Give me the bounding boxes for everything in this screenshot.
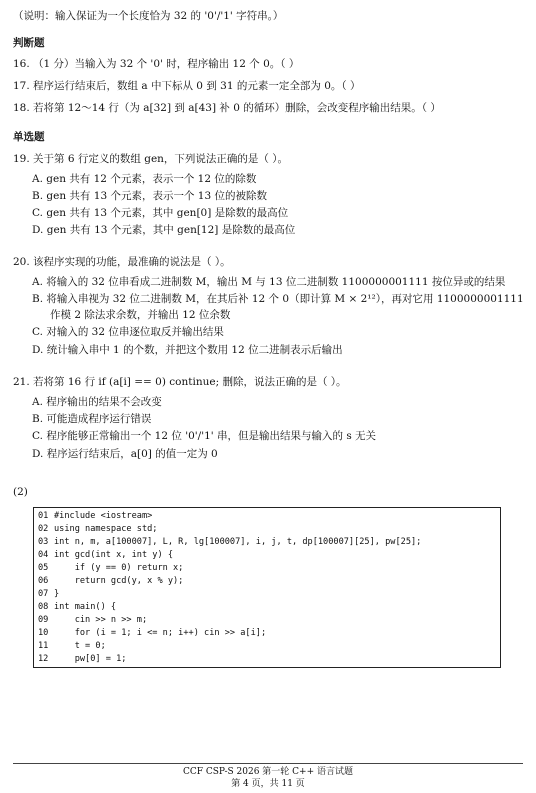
multiple-choice-heading: 单选题 [13,131,45,143]
question-17: 17. 程序运行结束后，数组 a 中下标从 0 到 31 的元素一定全部为 0。（ ） [13,80,361,92]
question-19-option-b: B. gen 共有 13 个元素，表示一个 13 位的被除数 [32,190,267,202]
code-line: 09 cin >> n >> m; [38,615,148,625]
footer-divider [13,763,523,764]
code-line: 12 pw[0] = 1; [38,654,127,664]
question-20-option-b-continued: 作模 2 除法求余数，并输出 12 位余数 [50,309,231,321]
question-20-option-b: B. 将输入串视为 32 位二进制数 M，在其后补 12 个 0（即计算 M × 2¹²），再对它用 1100000001111 [32,293,524,305]
question-20-option-d: D. 统计输入串中 1 的个数，并把这个数用 12 位二进制表示后输出 [32,344,343,356]
question-21-option-c: C. 程序能够正常输出一个 12 位 '0'/'1' 串，但是输出结果与输入的 s 无关 [32,430,377,442]
question-16: 16. （1 分）当输入为 32 个 '0' 时，程序输出 12 个 0。（ ） [13,58,300,70]
code-listing [33,507,501,668]
code-line: 03 int n, m, a[100007], L, R, lg[100007], i, j, t, dp[100007][25], pw[25]; [38,537,422,547]
footer-page-number: 第 4 页，共 11 页 [231,779,305,789]
question-19-option-c: C. gen 共有 13 个元素，其中 gen[0] 是除数的最高位 [32,207,289,219]
question-19-option-a: A. gen 共有 12 个元素，表示一个 12 位的除数 [32,173,257,185]
code-line: 10 for (i = 1; i <= n; i++) cin >> a[i]; [38,628,267,638]
question-19-option-d: D. gen 共有 13 个元素，其中 gen[12] 是除数的最高位 [32,224,296,236]
code-line: 04 int gcd(int x, int y) { [38,550,173,560]
input-note: （说明：输入保证为一个长度恰为 32 的 '0'/'1' 字符串。） [13,10,284,22]
question-21-option-a: A. 程序输出的结果不会改变 [32,396,162,408]
question-18: 18. 若将第 12～14 行（为 a[32] 到 a[43] 补 0 的循环）删除，会改变程序输出结果。（ ） [13,102,441,114]
code-line: 05 if (y == 0) return x; [38,563,184,573]
question-21-option-d: D. 程序运行结束后，a[0] 的值一定为 0 [32,448,218,460]
code-line: 02 using namespace std; [38,524,158,534]
code-line: 07 } [38,589,60,599]
question-20-stem: 20. 该程序实现的功能，最准确的说法是（ ）。 [13,256,231,268]
question-20-option-c: C. 对输入的 32 位串逐位取反并输出结果 [32,326,224,338]
section-2-label: (2) [13,486,28,498]
code-line: 08 int main() { [38,602,117,612]
true-false-heading: 判断题 [13,37,45,49]
footer-title: CCF CSP-S 2026 第一轮 C++ 语言试题 [182,767,354,777]
question-19-stem: 19. 关于第 6 行定义的数组 gen，下列说法正确的是（ ）。 [13,153,289,165]
code-line: 06 return gcd(y, x % y); [38,576,184,586]
question-21-option-b: B. 可能造成程序运行错误 [32,413,152,425]
question-21-stem: 21. 若将第 16 行 if (a[i] == 0) continue; 删除，说法正确的是（ ）。 [13,376,347,388]
code-line: 01 #include <iostream> [38,511,153,521]
code-line: 11 t = 0; [38,641,106,651]
question-20-option-a: A. 将输入的 32 位串看成二进制数 M，输出 M 与 13 位二进制数 1100000001111 按位异或的结果 [32,276,506,288]
